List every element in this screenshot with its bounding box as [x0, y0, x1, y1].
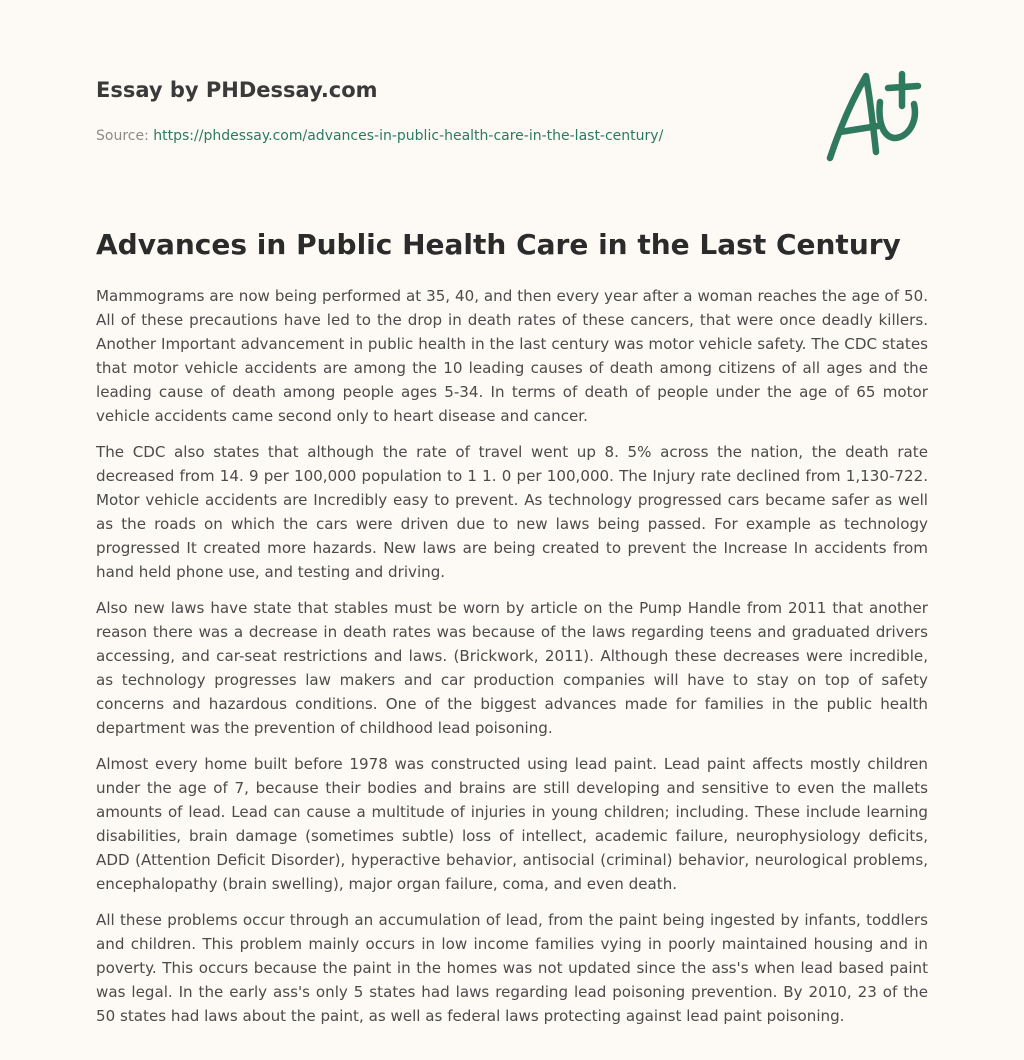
source-link[interactable]: https://phdessay.com/advances-in-public-health-care-in-the-last-century/ — [153, 128, 664, 144]
essay-body — [96, 284, 928, 1040]
a-plus-logo-icon — [818, 64, 930, 168]
essay-paragraph: All these problems occur through an accumulation of lead, from the paint being ingested by infants, toddlers and children. This problem mainly occurs in low income families vying in poorly maintained housing and in poverty. This occurs because the paint in the homes was not updated since the ass's when lead based paint was legal. In the early ass's only 5 states had laws regarding lead poisoning prevention. By 2010, 23 of the 50 states had laws about the paint, as well as federal laws protecting against lead paint poisoning. — [96, 911, 928, 1025]
source-label: Source: — [96, 128, 149, 144]
source-line — [96, 126, 796, 146]
essay-paragraph: Also new laws have state that stables must be worn by article on the Pump Handle from 2011 that another reason there was a decrease in death rates was because of the laws regarding teens and graduated drivers accessing, and car-seat restrictions and laws. (Brickwork, 2011). Although these decreases were incredible, as technology progresses law makers and car production companies will have to stay on top of safety concerns and hazardous conditions. One of the biggest advances made for families in the public health department was the prevention of childhood lead poisoning. — [96, 599, 928, 737]
essay-paragraph: The CDC also states that although the rate of travel went up 8. 5% across the nation, the death rate decreased from 14. 9 per 100,000 population to 1 1. 0 per 100,000. The Injury rate declined from 1,130-722. Motor vehicle accidents are Incredibly easy to prevent. As technology progressed cars became safer as well as the roads on which the cars were driven due to new laws being passed. For example as technology progressed It created more hazards. New laws are being created to prevent the Increase In accidents from hand held phone use, and testing and driving. — [96, 443, 928, 581]
header — [96, 76, 796, 146]
essay-paragraph: Mammograms are now being performed at 35, 40, and then every year after a woman reaches the age of 50. All of these precautions have led to the drop in death rates of these cancers, that were once deadly killers. Another Important advancement in public health in the last century was motor vehicle safety. The CDC states that motor vehicle accidents are among the 10 leading causes of death among citizens of all ages and the leading cause of death among people ages 5-34. In terms of death of people under the age of 65 motor vehicle accidents came second only to heart disease and cancer. — [96, 287, 928, 425]
site-title: Essay by PHDessay.com — [96, 78, 378, 102]
essay-paragraph: Almost every home built before 1978 was constructed using lead paint. Lead paint affects mostly children under the age of 7, because their bodies and brains are still developing and sensitive to even the mallets amounts of lead. Lead can cause a multitude of injuries in young children; including. These include learning disabilities, brain damage (sometimes subtle) loss of intellect, academic failure, neurophysiology deficits, ADD (Attention Deficit Disorder), hyperactive behavior, antisocial (criminal) behavior, neurological problems, encephalopathy (brain swelling), major organ failure, coma, and even death. — [96, 755, 928, 893]
essay-title: Advances in Public Health Care in the Last Century — [96, 228, 901, 261]
